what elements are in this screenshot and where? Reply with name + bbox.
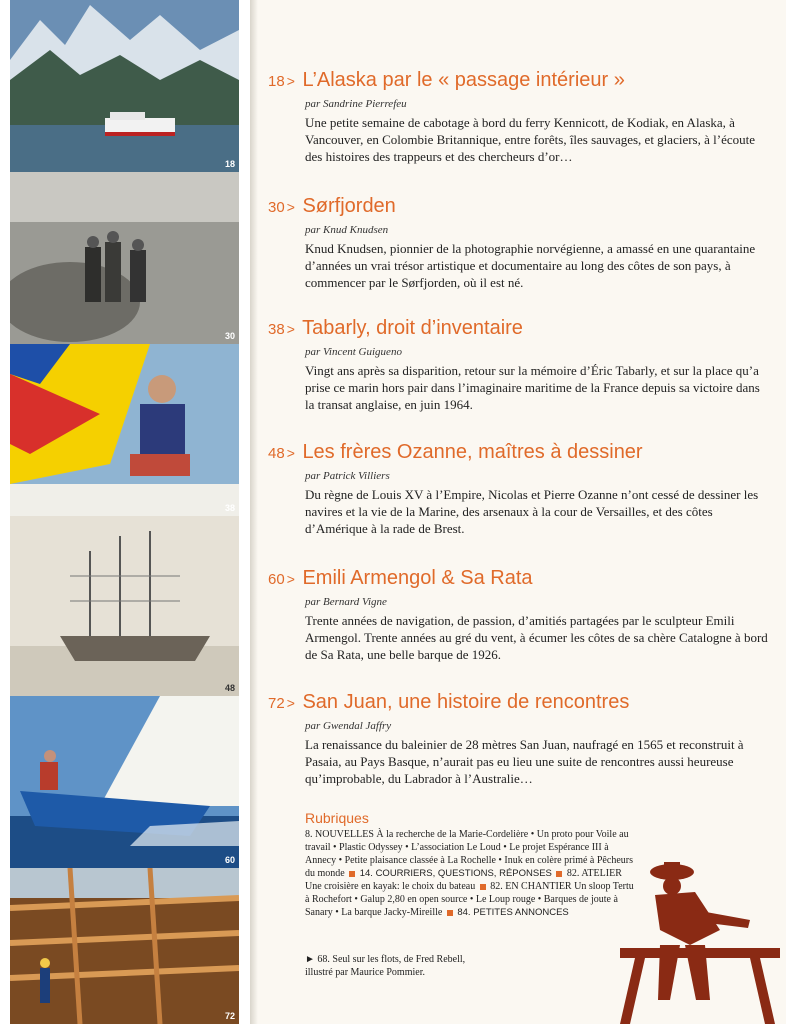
thumbnail-sorfjorden[interactable]	[10, 172, 239, 344]
rubrique-nouvelles[interactable]: 8. NOUVELLES À la recherche de la Marie-Cordelière • Un proto pour Voile au travail • Plastic Odyssey • L’association Le Loud • Le projet Espérance III à Annecy • Petite plaisance classée à La Rochelle • Inuk en colère primé à Pêcheurs du monde	[305, 829, 633, 879]
entry-author: par Knud Knudsen	[305, 224, 389, 236]
arrow-icon: >	[286, 445, 295, 461]
footer-note	[305, 953, 565, 979]
rubriques-title: Rubriques	[305, 810, 369, 826]
rubriques-section	[305, 810, 635, 919]
entry-page-number: 30	[268, 199, 285, 216]
page-gutter	[250, 0, 258, 1024]
square-bullet-icon	[556, 871, 562, 877]
entry-page-number: 48	[268, 445, 285, 462]
entry-author: par Vincent Guigueno	[305, 346, 402, 358]
arrow-icon: >	[286, 199, 295, 215]
entry-title: Tabarly, droit d’inventaire	[302, 317, 523, 339]
arrow-icon: >	[286, 571, 295, 587]
rubriques-text	[305, 828, 635, 919]
footer-line-1: ► 68. Seul sur les flots, de Fred Rebell,	[305, 954, 466, 965]
rubrique-chantier[interactable]: 82. EN CHANTIER Un sloop Tertu à Rochefort • Galup 2,80 en open source • Le Loup rouge • Barques de joute à Sanary • La barque Jacky-Mireille	[305, 881, 634, 918]
thumbnail-page-number: 60	[224, 855, 235, 865]
entry-title-line	[268, 440, 768, 466]
entry-description: Du règne de Louis XV à l’Empire, Nicolas et Pierre Ozanne n’ont cessé de dessiner les navires et la vie de la Marine, des arsenaux à la cour de Versailles, et des côtes d’Amérique à la rade de Brest.	[305, 487, 759, 536]
entry-author: par Gwendal Jaffry	[305, 720, 392, 732]
toc-entry[interactable]	[268, 68, 768, 165]
entry-page-number: 60	[268, 571, 285, 588]
thumbnail-page-number: 18	[224, 159, 235, 169]
thumbnail-san-juan[interactable]	[10, 868, 239, 1024]
entry-title-line	[268, 690, 768, 716]
entry-title: San Juan, une histoire de rencontres	[302, 691, 630, 713]
thumbnail-alaska[interactable]	[10, 0, 239, 172]
footer-line-2: illustré par Maurice Pommier.	[305, 967, 425, 978]
square-bullet-icon	[480, 884, 486, 890]
entry-page-number: 72	[268, 695, 285, 712]
thumbnail-sa-rata[interactable]	[10, 696, 239, 868]
entry-title: Les frères Ozanne, maîtres à dessiner	[302, 441, 643, 463]
thumbnail-page-number: 48	[224, 683, 235, 693]
toc-entry[interactable]	[268, 194, 768, 291]
thumbnail-column	[0, 0, 252, 1024]
thumbnail-tabarly[interactable]	[10, 344, 239, 516]
entry-description: Vingt ans après sa disparition, retour sur la mémoire d’Éric Tabarly, et sur la place qu’a prise ce marin hors pair dans l’imaginaire maritime de la France depuis sa victoire dans la transat anglaise, en juin 1964.	[305, 363, 760, 412]
thumbnail-ozanne[interactable]	[10, 516, 239, 696]
toc-entry[interactable]	[268, 440, 768, 537]
sa-rata-image	[10, 696, 239, 868]
entry-author: par Bernard Vigne	[305, 596, 387, 608]
alaska-image	[10, 0, 239, 172]
arrow-icon: >	[286, 73, 295, 89]
thumbnail-page-number: 30	[224, 331, 235, 341]
square-bullet-icon	[447, 910, 453, 916]
entry-description: Une petite semaine de cabotage à bord du ferry Kennicott, de Kodiak, en Alaska, à Vancouver, en Colombie Britannique, entre forêts, îles sauvages, et glaciers, à l’écoute des histoires des trappeurs et des chercheurs d’or…	[305, 115, 755, 164]
thumbnail-page-number: 38	[224, 503, 235, 513]
rubrique-annonces[interactable]: 84. PETITES ANNONCES	[457, 907, 569, 918]
entry-title: Sørfjorden	[302, 195, 396, 217]
ozanne-image	[10, 516, 239, 696]
tabarly-image	[10, 344, 239, 516]
toc-entry[interactable]	[268, 690, 768, 787]
entry-title-line	[268, 194, 768, 220]
toc-entry[interactable]	[268, 316, 768, 413]
entry-title-line	[268, 566, 768, 592]
rubrique-atelier[interactable]: 82. ATELIER Une croisière en kayak: le choix du bateau	[305, 868, 622, 892]
entry-description: Knud Knudsen, pionnier de la photographie norvégienne, a amassé en une quarantaine d’années un vrai trésor artistique et documentaire au long des côtes de son pays, à commencer par le Sørfjorden, où il est né.	[305, 241, 756, 290]
entry-author: par Sandrine Pierrefeu	[305, 98, 407, 110]
arrow-icon: >	[286, 695, 295, 711]
carpenter-illustration	[600, 850, 786, 1024]
entry-description: Trente années de navigation, de passion, d’amitiés partagées par le sculpteur Emili Armengol. Trente années au gré du vent, à écumer les côtes de sa chère Catalogne à bord de Sa Rata, une belle barque de 1926.	[305, 613, 768, 662]
entry-description: La renaissance du baleinier de 28 mètres San Juan, naufragé en 1565 et reconstruit à Pasaia, au Pays Basque, n’aurait pas eu lieu une suite de rencontres aussi heureuse qu’improbable, du Labrador à l’Australie…	[305, 737, 744, 786]
entry-author: par Patrick Villiers	[305, 470, 390, 482]
thumbnail-page-number: 72	[224, 1011, 235, 1021]
toc-entry[interactable]	[268, 566, 768, 663]
square-bullet-icon	[349, 871, 355, 877]
entry-page-number: 18	[268, 73, 285, 90]
entry-title: L’Alaska par le « passage intérieur »	[302, 69, 625, 91]
arrow-icon: >	[286, 321, 295, 337]
entry-title-line	[268, 316, 768, 342]
sorfjorden-image	[10, 172, 239, 344]
entry-page-number: 38	[268, 321, 285, 338]
entry-title-line	[268, 68, 768, 94]
rubrique-courriers[interactable]: 14. COURRIERS, QUESTIONS, RÉPONSES	[359, 868, 552, 879]
san-juan-image	[10, 868, 239, 1024]
entry-title: Emili Armengol & Sa Rata	[302, 567, 533, 589]
